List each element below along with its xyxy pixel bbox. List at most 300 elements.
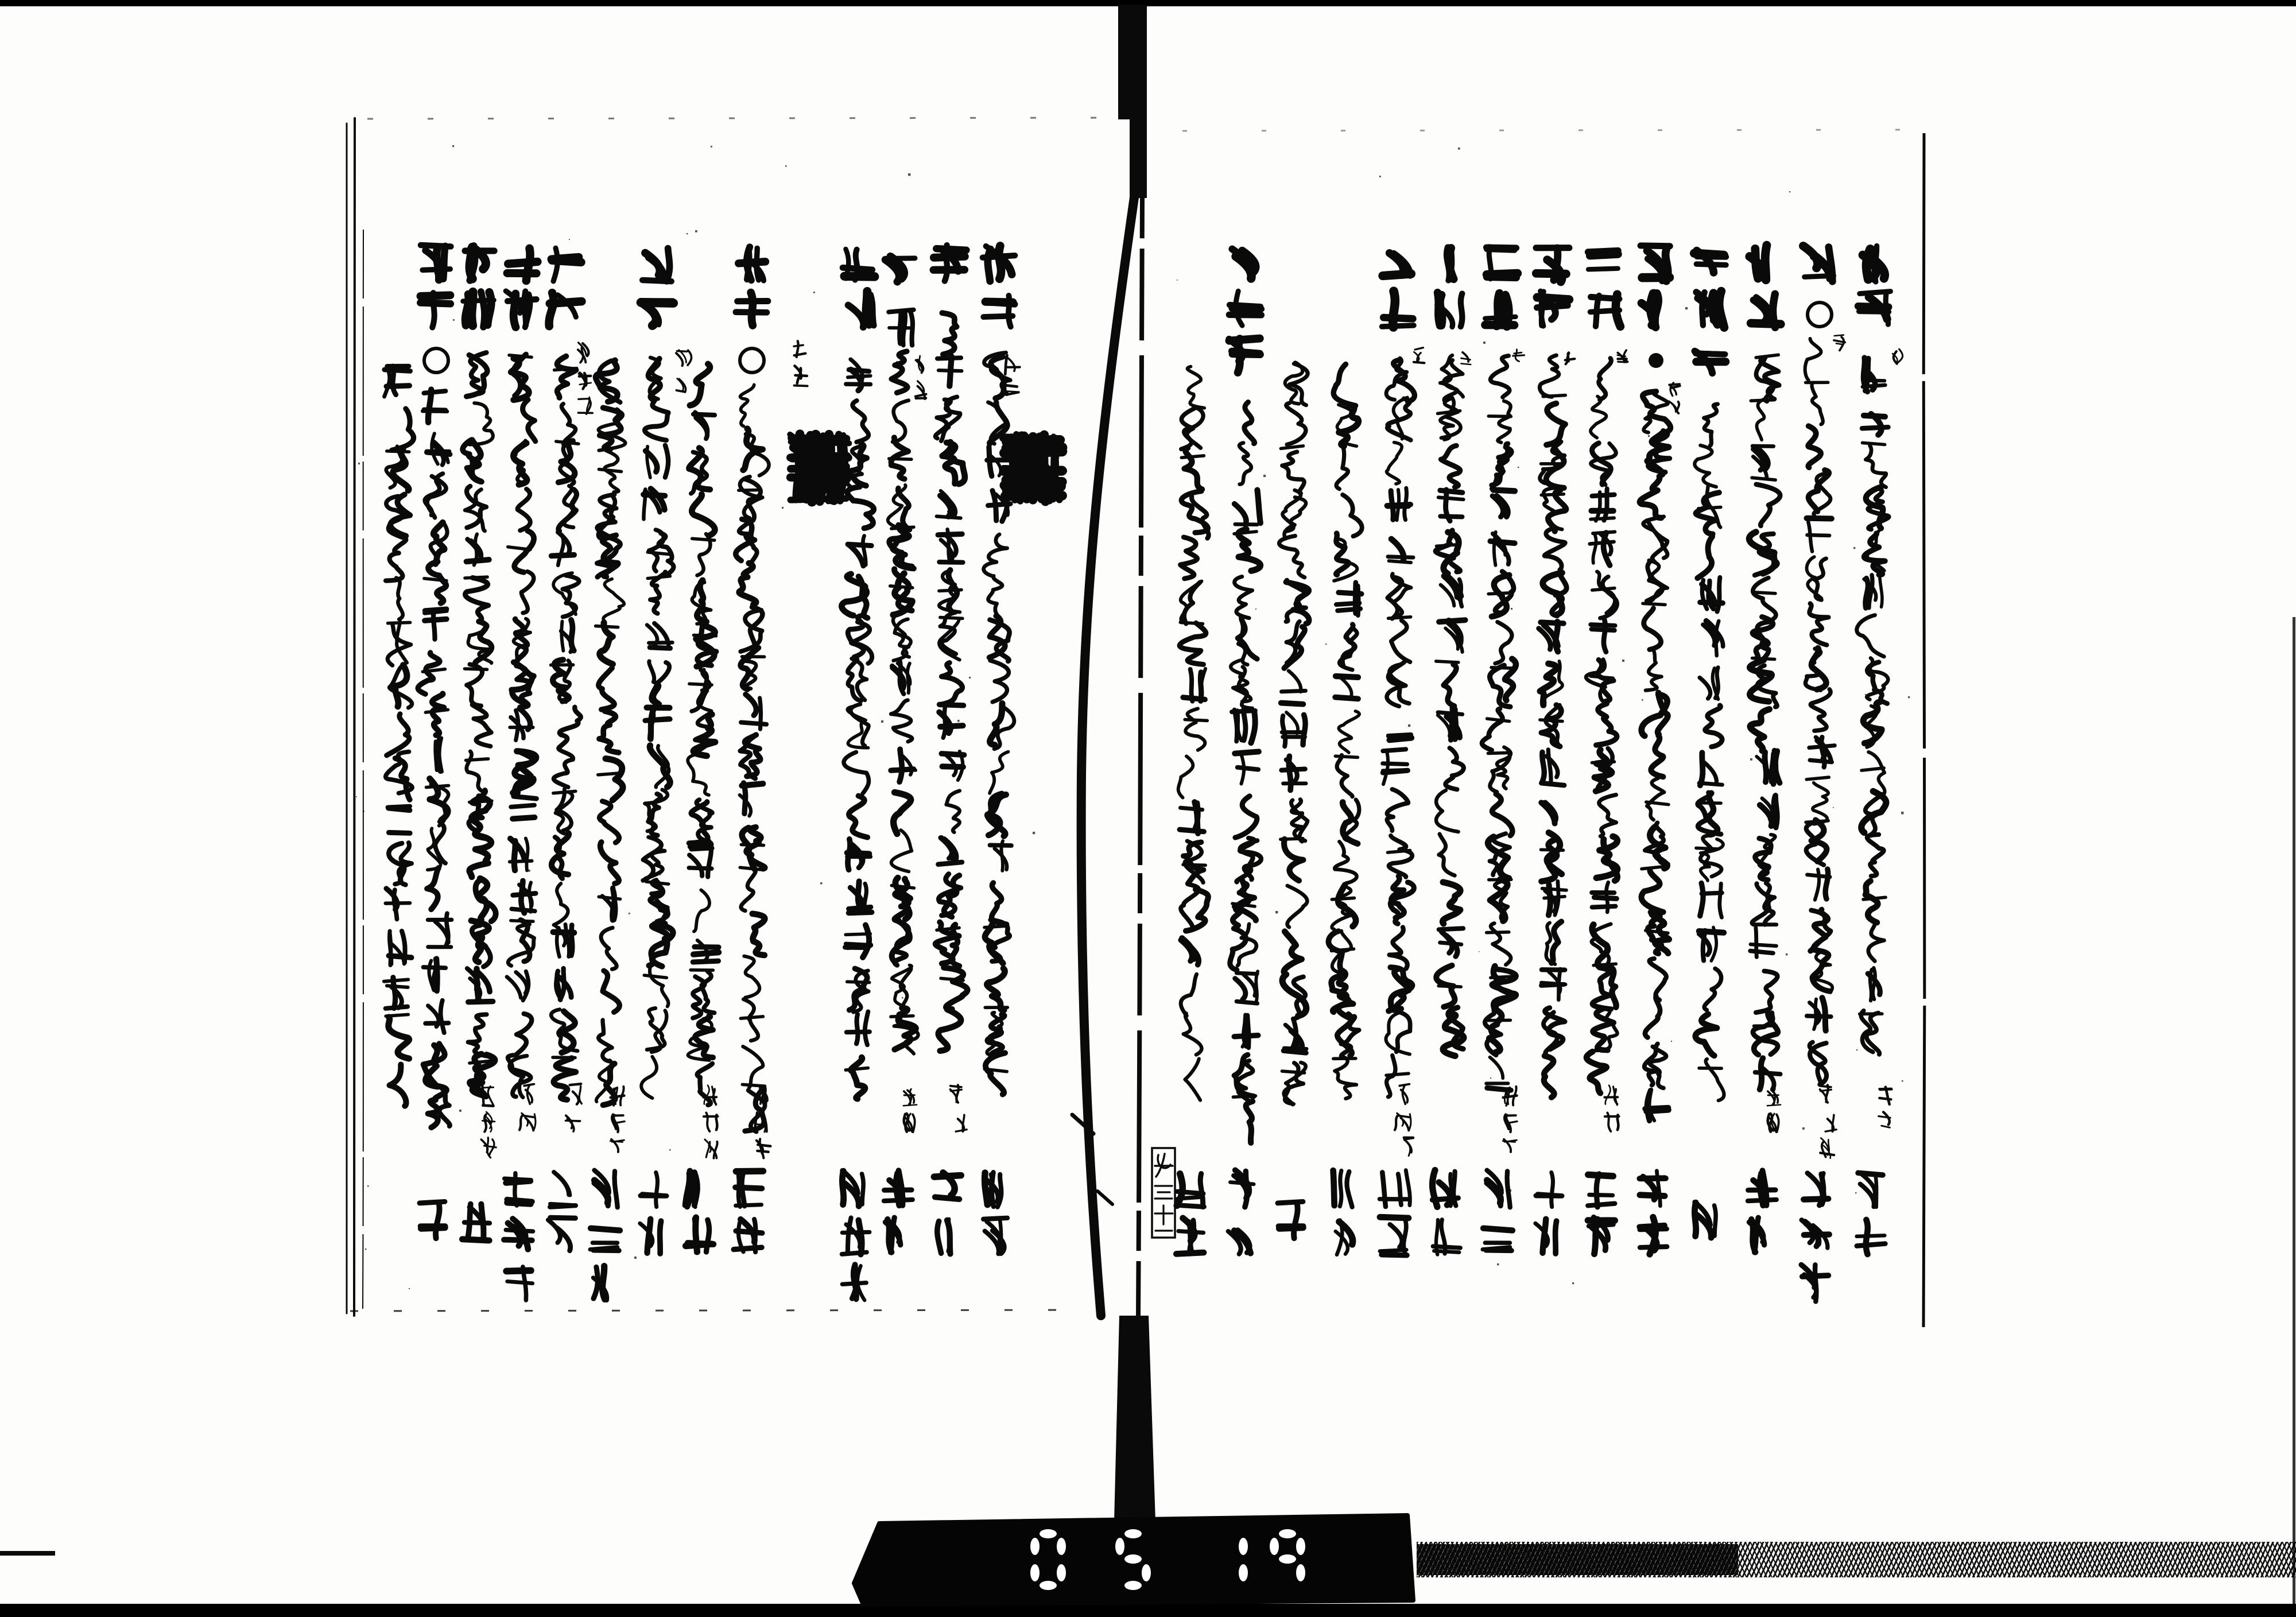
counter-digit-0-segment [1030, 1564, 1040, 1581]
left-verse [701, 971, 714, 1013]
left-verse [910, 311, 913, 345]
right-verse [1709, 793, 1717, 835]
right-verse [1390, 927, 1407, 968]
right-verse [1491, 924, 1511, 965]
left-topic-header [886, 258, 915, 259]
left-verse [891, 700, 912, 742]
left-verse [989, 447, 992, 476]
right-verse [1592, 968, 1611, 1009]
left-topic-header [843, 267, 872, 270]
left-verse [849, 545, 863, 565]
right-verse [1865, 446, 1886, 487]
right-verse [1880, 576, 1882, 607]
left-verse [477, 969, 479, 1001]
right-verse [1809, 603, 1828, 645]
left-attribution-place [956, 1130, 967, 1131]
left-verse [389, 1017, 409, 1058]
scan-speckle [1033, 832, 1035, 834]
right-verse [1282, 452, 1304, 493]
right-verse [1545, 528, 1565, 569]
right-verse [1699, 931, 1724, 933]
right-attribution-name [1507, 1171, 1510, 1207]
right-topic-header [1650, 293, 1654, 324]
left-attribution-place [765, 1087, 766, 1103]
left-attribution-name [554, 1173, 570, 1196]
right-verse [1487, 719, 1510, 722]
left-verse [740, 385, 754, 426]
right-verse [1188, 367, 1205, 408]
left-verse [466, 759, 488, 761]
right-verse [1394, 360, 1415, 401]
right-verse [1303, 715, 1305, 744]
left-verse [941, 837, 953, 858]
right-verse [1548, 750, 1551, 784]
scan-speckle [813, 292, 815, 293]
left-verse [848, 839, 850, 870]
scan-speckle [1263, 475, 1266, 477]
right-verse [1700, 677, 1711, 698]
right-verse [1383, 753, 1388, 784]
scan-speckle [1511, 608, 1512, 610]
left-verse [947, 791, 960, 832]
scan-speckle [908, 173, 910, 176]
left-verse [599, 711, 619, 753]
right-verse [1235, 504, 1246, 525]
section-mark-秋 [1017, 435, 1021, 501]
right-verse [1282, 691, 1306, 692]
left-attribution-place [758, 1145, 770, 1146]
right-verse [1495, 622, 1512, 664]
scan-speckle [1408, 724, 1410, 727]
left-attribution-name [734, 1247, 762, 1250]
left-verse [847, 707, 868, 748]
counter-digit-3-segment [1270, 1538, 1279, 1555]
right-syllable-count [1461, 363, 1471, 364]
score-circle-mark [1808, 303, 1832, 327]
left-verse [851, 1057, 865, 1099]
right-verse [1235, 577, 1252, 618]
scan-speckle [902, 997, 903, 999]
counter-digit-1-segment [1142, 1564, 1151, 1581]
right-verse [1544, 1056, 1554, 1098]
left-verse [901, 968, 912, 1010]
left-verse [600, 623, 613, 664]
scan-speckle [409, 1288, 410, 1289]
spine-gutter-line-right [1138, 198, 1142, 1316]
right-verse [1492, 794, 1512, 835]
left-verse [941, 978, 963, 980]
right-attribution-name [1450, 1174, 1452, 1206]
left-attribution-name [660, 1221, 661, 1254]
left-verse [753, 914, 765, 955]
left-verse [554, 1058, 576, 1100]
left-attribution-name [983, 1218, 1007, 1219]
right-verse [1335, 1057, 1356, 1099]
right-verse [1647, 778, 1664, 820]
left-verse [515, 1014, 532, 1055]
right-verse [1593, 964, 1616, 965]
right-attribution-place [1777, 1115, 1779, 1133]
left-attribution-name [507, 1203, 531, 1204]
left-verse [387, 806, 410, 807]
left-topic-header [751, 293, 753, 325]
scan-speckle [754, 778, 756, 781]
right-attribution-name [1802, 1275, 1828, 1277]
left-verse [606, 759, 623, 800]
right-topic-header [1702, 292, 1704, 325]
counter-digit-0-segment [1057, 1538, 1066, 1555]
right-topic-header [1588, 251, 1618, 252]
left-verse [603, 971, 619, 1012]
left-verse [390, 934, 391, 965]
left-head-note [677, 378, 684, 391]
right-verse [1805, 339, 1821, 380]
left-verse [645, 399, 668, 440]
left-topic-header [514, 293, 516, 327]
right-verse [1279, 536, 1305, 577]
right-verse [1286, 712, 1298, 733]
right-attribution-name [1483, 1228, 1512, 1231]
left-verse [988, 576, 1003, 617]
left-verse [863, 925, 869, 957]
right-verse [1642, 695, 1667, 736]
right-verse [1825, 869, 1828, 899]
left-verse [523, 400, 536, 441]
right-verse [1806, 518, 1831, 519]
right-verse [1697, 537, 1712, 578]
right-verse [1587, 1052, 1607, 1093]
right-verse [1642, 871, 1663, 912]
scan-speckle [881, 720, 883, 723]
scan-speckle [1622, 660, 1624, 662]
right-attribution-name [1245, 1171, 1247, 1207]
right-topic-header [1487, 249, 1514, 250]
right-verse [1185, 1059, 1200, 1100]
scan-speckle [1255, 608, 1256, 610]
left-verse [646, 719, 669, 720]
right-syllable-count [1463, 352, 1468, 362]
left-verse [937, 517, 961, 518]
score-circle-mark [424, 348, 448, 373]
right-verse [1760, 1058, 1763, 1089]
right-verse [1715, 668, 1718, 698]
left-verse [596, 626, 618, 627]
right-attribution-name [1380, 1250, 1406, 1251]
right-attribution-name [1715, 1205, 1716, 1236]
left-attribution-place [519, 1115, 523, 1130]
left-verse [598, 773, 620, 775]
left-head-note [677, 390, 685, 392]
right-topic-header [1393, 291, 1395, 327]
scan-speckle [1572, 1282, 1574, 1284]
right-verse [1239, 443, 1251, 484]
right-attribution-name [1857, 1244, 1886, 1246]
right-verse [1544, 897, 1565, 898]
left-verse [392, 409, 414, 450]
left-attribution-name [594, 1267, 598, 1298]
right-verse [1498, 401, 1510, 443]
left-verse [554, 746, 573, 787]
right-verse [1753, 578, 1776, 619]
left-topic-header [432, 293, 434, 327]
left-verse [647, 576, 670, 579]
left-attribution-name [937, 1222, 941, 1254]
right-verse [1493, 490, 1515, 491]
counter-digit-2-segment [1239, 1538, 1248, 1555]
left-topic-header [443, 246, 445, 279]
left-verse [940, 618, 963, 619]
counter-digit-0-segment [1040, 1581, 1057, 1590]
right-verse [1235, 796, 1257, 837]
right-verse [1436, 545, 1459, 546]
left-attribution-name [862, 1174, 864, 1204]
left-attribution-name [420, 1201, 445, 1203]
right-verse [1863, 897, 1886, 899]
scan-speckle [356, 796, 357, 797]
left-verse [600, 842, 619, 883]
right-verse [1284, 839, 1303, 881]
left-attribution-place [525, 1118, 533, 1130]
left-verse [393, 978, 395, 1009]
left-attribution-name [507, 1281, 533, 1283]
left-verse [943, 766, 963, 767]
left-verse [475, 622, 491, 663]
right-attribution-name [1433, 1246, 1460, 1248]
right-verse [1774, 751, 1776, 784]
right-verse [1181, 456, 1204, 457]
left-verse [438, 739, 440, 771]
left-topic-header [844, 276, 874, 277]
scan-speckle [452, 145, 454, 147]
left-attribution-name [436, 1204, 440, 1238]
left-verse [693, 635, 716, 636]
left-verse [599, 470, 621, 472]
right-verse [1694, 445, 1716, 487]
left-attribution-name [506, 1230, 533, 1231]
left-verse [845, 947, 868, 948]
right-verse [1644, 608, 1661, 649]
right-verse [1387, 789, 1408, 831]
left-verse [554, 883, 568, 925]
left-attribution-name [550, 1204, 575, 1205]
left-verse [649, 530, 664, 571]
left-verse [940, 704, 964, 705]
right-verse [1389, 617, 1411, 618]
right-verse [1807, 535, 1829, 536]
right-verse [1390, 738, 1411, 740]
right-verse [1717, 577, 1720, 612]
scan-speckle [1248, 1063, 1250, 1065]
left-verse [467, 751, 486, 793]
right-attribution-name [1382, 1172, 1386, 1207]
right-verse [1756, 484, 1781, 526]
scan-speckle [1177, 280, 1178, 281]
left-verse [433, 610, 435, 639]
left-verse [741, 844, 763, 845]
left-page-bottom-edge [350, 1310, 1091, 1311]
right-verse [1339, 592, 1362, 594]
left-verse [514, 531, 534, 572]
scan-speckle [1009, 711, 1011, 713]
right-verse [1700, 753, 1702, 785]
scan-speckle [1685, 307, 1688, 309]
left-verse [386, 1014, 408, 1016]
left-verse [646, 882, 669, 884]
right-verse [1591, 397, 1606, 438]
right-verse [1868, 920, 1884, 961]
scan-speckle [1509, 1189, 1511, 1192]
right-verse [1236, 973, 1257, 974]
right-verse [1542, 889, 1566, 890]
right-verse [1696, 1014, 1717, 1056]
right-topic-header [1230, 305, 1261, 307]
left-verse [390, 495, 410, 536]
scan-speckle [1379, 176, 1381, 177]
left-verse [513, 817, 534, 819]
left-verse [436, 959, 437, 991]
scan-speckle [358, 463, 360, 464]
right-verse [1651, 735, 1663, 777]
scan-speckle [1479, 951, 1480, 952]
left-attribution-name [615, 1171, 618, 1207]
left-verse [1002, 841, 1003, 871]
left-topic-header [508, 262, 537, 264]
left-topic-header [747, 249, 749, 280]
left-verse [743, 1046, 763, 1088]
left-verse [900, 312, 901, 343]
left-verse [650, 647, 670, 648]
scan-speckle [1789, 191, 1790, 192]
right-verse [1865, 881, 1878, 922]
right-verse [1753, 592, 1775, 594]
right-verse [1488, 593, 1511, 594]
counter-digit-1-segment [1124, 1554, 1142, 1564]
left-attribution-name [686, 1244, 712, 1246]
right-verse [1700, 602, 1723, 603]
left-verse [472, 705, 491, 746]
right-topic-header [1448, 248, 1452, 281]
left-head-note [1006, 385, 1017, 386]
left-verse [846, 1068, 868, 1070]
left-attribution-place [706, 1142, 710, 1157]
scan-speckle [1901, 812, 1904, 815]
left-attribution-name [848, 1218, 851, 1253]
right-attribution-name [1858, 1173, 1883, 1175]
left-verse [938, 1010, 961, 1051]
left-verse [746, 695, 757, 715]
left-topic-header [848, 305, 864, 327]
counter-digit-3-segment [1279, 1554, 1296, 1564]
left-verse [692, 670, 707, 711]
scan-speckle [1853, 547, 1855, 549]
right-attribution-name [1588, 1174, 1614, 1176]
left-attribution-name [468, 1204, 471, 1239]
left-verse [432, 694, 444, 735]
right-verse [1599, 795, 1616, 836]
right-topic-header [1230, 339, 1260, 341]
left-loose-note [794, 345, 803, 346]
right-topic-header [1588, 269, 1618, 270]
scan-speckle [1855, 1192, 1856, 1193]
right-verse [1339, 711, 1359, 753]
right-attribution-name [1200, 1174, 1203, 1207]
left-topic-header [1009, 296, 1011, 327]
left-topic-header [985, 302, 1014, 304]
left-verse [599, 1020, 612, 1061]
right-syllable-count [1565, 359, 1575, 360]
scan-speckle [1057, 456, 1059, 458]
left-verse [690, 364, 710, 405]
right-verse [1594, 897, 1616, 898]
right-verse [1286, 403, 1306, 444]
left-attribution-place [913, 1115, 915, 1133]
right-syllable-count [1836, 343, 1842, 344]
right-syllable-count [1677, 402, 1680, 413]
right-verse [1591, 676, 1613, 678]
left-verse [428, 562, 446, 603]
right-attribution-name [1434, 1251, 1459, 1252]
right-verse [1438, 497, 1464, 499]
left-verse [385, 370, 410, 371]
scan-speckle [782, 507, 784, 509]
right-verse [1497, 543, 1509, 564]
left-verse [514, 796, 537, 798]
scan-speckle [1642, 699, 1643, 701]
right-verse [1238, 711, 1242, 740]
right-attribution-name [1588, 1204, 1615, 1206]
left-attribution-place [951, 1086, 961, 1087]
right-verse [1287, 886, 1308, 927]
counter-digit-3-segment [1296, 1538, 1305, 1555]
scan-speckle [1497, 1263, 1499, 1265]
right-verse [1704, 762, 1716, 783]
left-verse [889, 310, 914, 312]
right-attribution-name [1279, 1228, 1303, 1229]
left-verse [688, 754, 709, 795]
left-verse [848, 912, 871, 913]
left-attribution-name [506, 1270, 531, 1271]
right-verse [1247, 1015, 1248, 1048]
right-verse [1246, 1102, 1253, 1143]
right-verse [1440, 490, 1463, 493]
right-verse [1490, 541, 1515, 544]
left-verse [552, 555, 575, 556]
left-verse [692, 538, 715, 540]
right-verse [1773, 795, 1775, 827]
right-verse [1487, 932, 1509, 933]
left-verse [644, 975, 666, 978]
left-attribution-place [950, 1089, 956, 1102]
left-attribution-place [614, 1088, 616, 1106]
scan-speckle [957, 720, 960, 722]
counter-digit-1-segment [1115, 1538, 1124, 1555]
score-dot-mark [1649, 353, 1663, 368]
right-verse [1180, 622, 1203, 623]
left-verse [509, 355, 532, 358]
right-attribution-name [1347, 1172, 1352, 1207]
left-verse [891, 830, 912, 871]
left-verse [984, 926, 1007, 928]
right-attribution-name [1748, 1200, 1777, 1201]
right-verse [1596, 704, 1617, 745]
left-verse [891, 527, 914, 529]
right-verse [1257, 490, 1260, 524]
right-verse [1540, 720, 1562, 722]
right-verse [1281, 703, 1304, 704]
right-topic-header [1859, 311, 1889, 312]
scan-speckle [711, 146, 712, 148]
left-attribution-name [550, 1217, 576, 1218]
